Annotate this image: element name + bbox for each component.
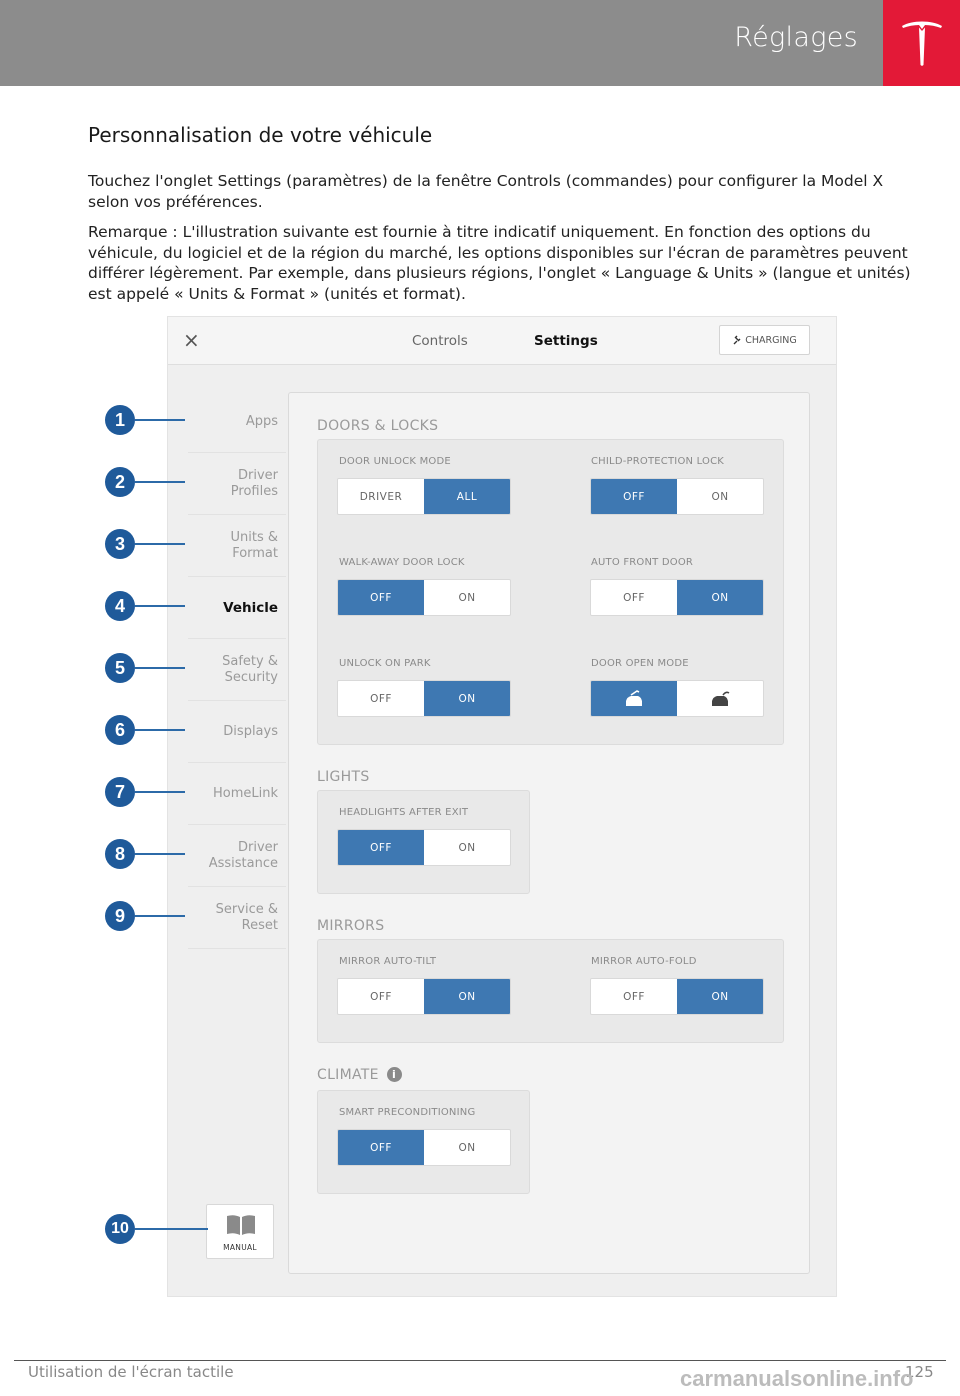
settings-screen [167, 316, 837, 1297]
climate-title-text: CLIMATE [317, 1067, 379, 1083]
sidebar-item-label: Safety & Security [222, 653, 278, 685]
callout-line [135, 481, 185, 483]
callout-line [135, 543, 185, 545]
off-option[interactable]: OFF [591, 979, 677, 1014]
callout-line [135, 915, 185, 917]
sidebar-item-apps[interactable] [188, 391, 286, 453]
driver-option[interactable]: DRIVER [338, 479, 424, 514]
smart-preconditioning-label: SMART PRECONDITIONING [339, 1107, 476, 1118]
group-title-mirrors: MIRRORS [317, 918, 385, 934]
manual-button[interactable] [206, 1204, 274, 1259]
climate-group [317, 1090, 530, 1194]
mirror-auto-tilt-toggle [337, 978, 511, 1015]
car-falcon-door-icon[interactable] [677, 681, 763, 716]
on-option[interactable]: ON [677, 979, 763, 1014]
info-icon[interactable]: i [387, 1067, 402, 1082]
off-option[interactable]: OFF [338, 979, 424, 1014]
off-option[interactable]: OFF [591, 479, 677, 514]
page-number: 125 [905, 1363, 934, 1381]
auto-front-door-label: AUTO FRONT DOOR [591, 557, 694, 568]
callout-number: 9 [105, 901, 135, 931]
tab-settings[interactable]: Settings [534, 333, 598, 349]
mirror-auto-fold-toggle [590, 978, 764, 1015]
sidebar-item-safety-security[interactable] [188, 639, 286, 701]
settings-panel [288, 392, 810, 1274]
unlock-on-park-toggle [337, 680, 511, 717]
sidebar-item-label: Vehicle [223, 599, 278, 616]
callout-number: 4 [105, 591, 135, 621]
callout-number: 7 [105, 777, 135, 807]
sidebar-item-label: Driver Assistance [208, 839, 278, 871]
on-option[interactable]: ON [424, 1130, 510, 1165]
off-option[interactable]: OFF [338, 681, 424, 716]
callout-line [135, 729, 185, 731]
callout-number: 3 [105, 529, 135, 559]
group-title-lights: LIGHTS [317, 769, 370, 785]
note-paragraph: Remarque : L'illustration suivante est fournie à titre indicatif uniquement. En fonction des options du véhicule, du logiciel et de la région du marché, les options disponibles sur l'écran de paramètres peuvent différer légèrement. Par exemple, dans plusieurs régions, l'onglet « Language & Units » (langue et unités) est appelé « Units & Format » (unités et format). [88, 223, 911, 303]
off-option[interactable]: OFF [338, 580, 424, 615]
sidebar-item-displays[interactable] [188, 701, 286, 763]
child-lock-toggle [590, 478, 764, 515]
group-title-climate [317, 1067, 402, 1083]
callout-number: 2 [105, 467, 135, 497]
on-option[interactable]: ON [424, 681, 510, 716]
sidebar-item-label: HomeLink [212, 785, 278, 801]
callout-line [135, 1228, 208, 1230]
car-door-open-icon[interactable] [591, 681, 677, 716]
smart-preconditioning-toggle [337, 1129, 511, 1166]
sidebar-item-label: Apps [245, 413, 278, 429]
unlock-on-park-label: UNLOCK ON PARK [339, 658, 431, 669]
mirrors-group [317, 939, 784, 1043]
auto-front-door-toggle [590, 579, 764, 616]
intro-paragraph: Touchez l'onglet Settings (paramètres) de la fenêtre Controls (commandes) pour configurer la Model X selon vos préférences. [88, 172, 884, 211]
sidebar-item-homelink[interactable] [188, 763, 286, 825]
callout-number: 6 [105, 715, 135, 745]
mirror-auto-fold-label: MIRROR AUTO-FOLD [591, 956, 697, 967]
off-option[interactable]: OFF [591, 580, 677, 615]
close-icon[interactable]: × [183, 328, 200, 352]
tab-controls[interactable]: Controls [412, 333, 468, 349]
watermark: carmanualsonline.info [680, 1366, 914, 1391]
plug-icon [732, 335, 741, 345]
callout-line [135, 605, 185, 607]
footer-section-title: Utilisation de l'écran tactile [28, 1363, 234, 1381]
callout-number: 10 [105, 1214, 135, 1244]
sidebar-item-label: Driver Profiles [230, 467, 278, 499]
door-open-mode-label: DOOR OPEN MODE [591, 658, 689, 669]
page-header-title: Réglages [734, 22, 858, 53]
door-unlock-mode-toggle [337, 478, 511, 515]
mirror-auto-tilt-label: MIRROR AUTO-TILT [339, 956, 437, 967]
callout-number: 1 [105, 405, 135, 435]
walk-away-lock-label: WALK-AWAY DOOR LOCK [339, 557, 465, 568]
sidebar-item-driver-assistance[interactable] [188, 825, 286, 887]
charging-label: CHARGING [745, 334, 797, 346]
callout-line [135, 667, 185, 669]
on-option[interactable]: ON [677, 580, 763, 615]
doors-locks-group [317, 439, 784, 745]
headlights-after-exit-label: HEADLIGHTS AFTER EXIT [339, 807, 469, 818]
on-option[interactable]: ON [424, 979, 510, 1014]
callout-line [135, 419, 185, 421]
sidebar-item-units-format[interactable] [188, 515, 286, 577]
sidebar-item-vehicle[interactable] [188, 577, 286, 639]
footer-divider [14, 1360, 946, 1361]
callout-number: 8 [105, 839, 135, 869]
off-option[interactable]: OFF [338, 1130, 424, 1165]
headlights-after-exit-toggle [337, 829, 511, 866]
tesla-logo-icon [883, 0, 960, 86]
door-unlock-mode-label: DOOR UNLOCK MODE [339, 456, 451, 467]
charging-button[interactable] [719, 325, 810, 355]
callout-number: 5 [105, 653, 135, 683]
screen-topbar [168, 317, 836, 365]
sidebar-item-label: Service & Reset [215, 901, 278, 933]
manual-label: MANUAL [223, 1243, 257, 1252]
sidebar-item-label: Units & Format [230, 529, 278, 561]
lights-group [317, 790, 530, 894]
on-option[interactable]: ON [424, 580, 510, 615]
on-option[interactable]: ON [677, 479, 763, 514]
callout-line [135, 791, 185, 793]
sidebar-item-label: Displays [223, 723, 278, 739]
sidebar-item-service-reset[interactable] [188, 887, 286, 949]
off-option[interactable]: OFF [338, 830, 424, 865]
section-heading: Personnalisation de votre véhicule [88, 123, 433, 147]
on-option[interactable]: ON [424, 830, 510, 865]
callout-line [135, 853, 185, 855]
door-open-mode-toggle [590, 680, 764, 717]
walk-away-lock-toggle [337, 579, 511, 616]
child-lock-label: CHILD-PROTECTION LOCK [591, 456, 725, 467]
book-icon [226, 1214, 256, 1236]
group-title-doors-locks: DOORS & LOCKS [317, 418, 439, 434]
sidebar-item-driver-profiles[interactable] [188, 453, 286, 515]
all-option[interactable]: ALL [424, 479, 510, 514]
